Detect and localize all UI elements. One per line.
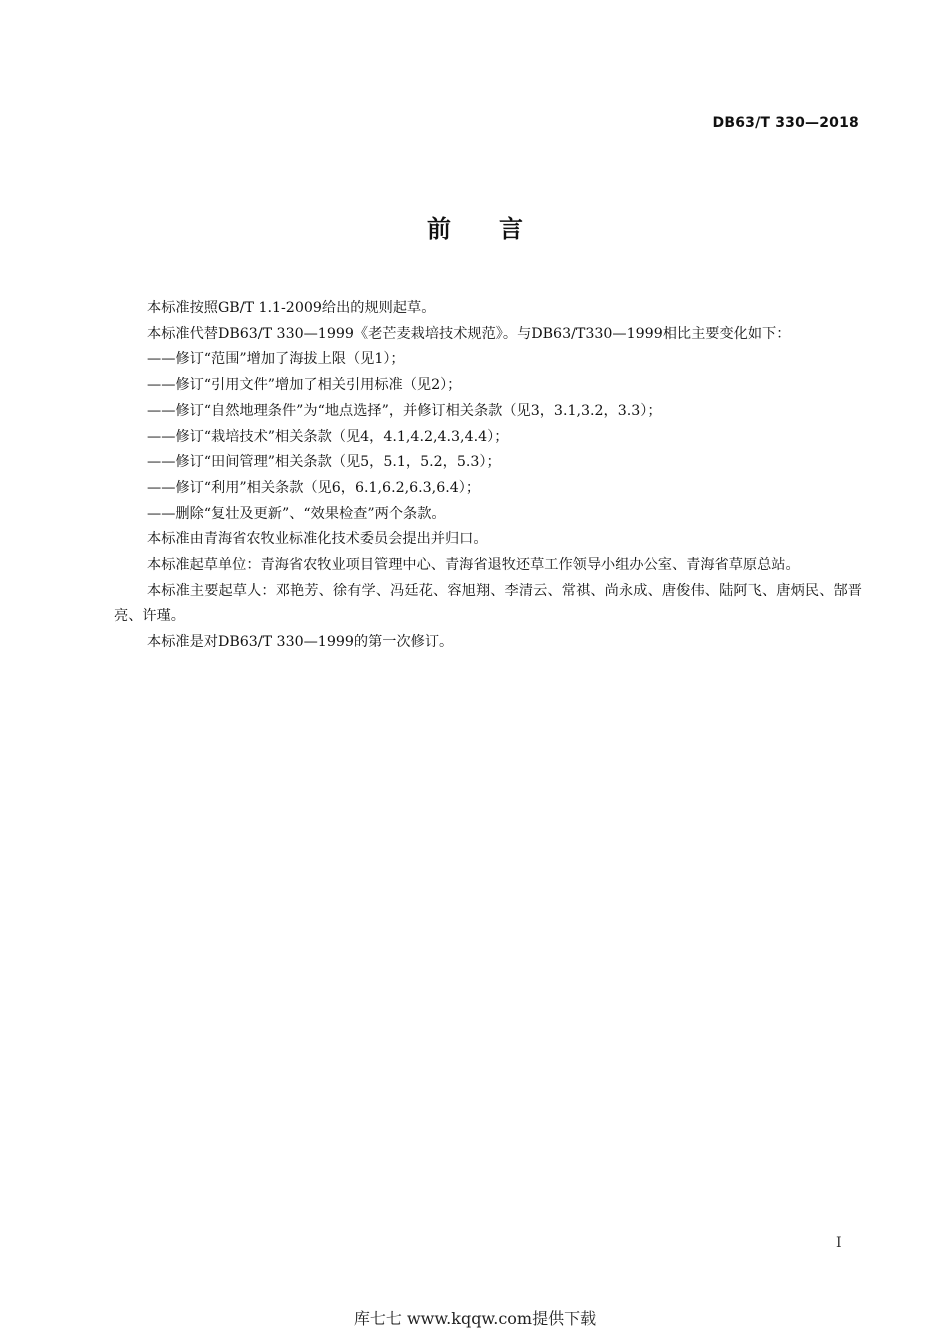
change-item-field-management: ——修订“田间管理”相关条款（见5，5.1，5.2，5.3）； [147,454,501,471]
paragraph-drafting-units: 本标准起草单位：青海省农牧业项目管理中心、青海省退牧还草工作领导小组办公室、青海省草原总站。 [147,557,800,574]
title-char-1: 前 [427,215,451,243]
paragraph-proposer: 本标准由青海省农牧业标准化技术委员会提出并归口。 [147,531,488,548]
page-title [0,209,950,244]
change-item-scope: ——修订“范围”增加了海拔上限（见1）； [147,351,405,368]
change-item-cultivation: ——修订“栽培技术”相关条款（见4，4.1,4.2,4.3,4.4）； [147,428,509,445]
change-item-site-selection: ——修订“自然地理条件”为“地点选择”，并修订相关条款（见3，3.1,3.2，3.3）； [147,402,662,419]
foreword-body [114,296,862,656]
title-char-2: 言 [499,215,523,243]
paragraph-revision-note: 本标准是对DB63/T 330—1999的第一次修订。 [147,634,454,651]
paragraph-drafters: 本标准主要起草人：邓艳芳、徐有学、冯廷花、容旭翔、李清云、常祺、尚永成、唐俊伟、陆阿飞、唐炳民、郜晋亮、许瑾。 [114,582,862,625]
paragraph-replacement: 本标准代替DB63/T 330—1999《老芒麦栽培技术规范》。与DB63/T330—1999相比主要变化如下： [147,325,791,342]
paragraph-drafting-rules: 本标准按照GB/T 1.1-2009给出的规则起草。 [147,300,436,316]
change-item-references: ——修订“引用文件”增加了相关引用标准（见2）； [147,377,462,394]
change-item-utilization: ——修订“利用”相关条款（见6，6.1,6.2,6.3,6.4）； [147,479,481,496]
change-item-deletion: ——删除“复壮及更新”、“效果检查”两个条款。 [147,505,446,522]
document-code: DB63/T 330—2018 [712,115,859,131]
download-watermark: 库七七 www.kqqw.com提供下载 [353,1309,597,1328]
page-number: I [836,1235,842,1251]
